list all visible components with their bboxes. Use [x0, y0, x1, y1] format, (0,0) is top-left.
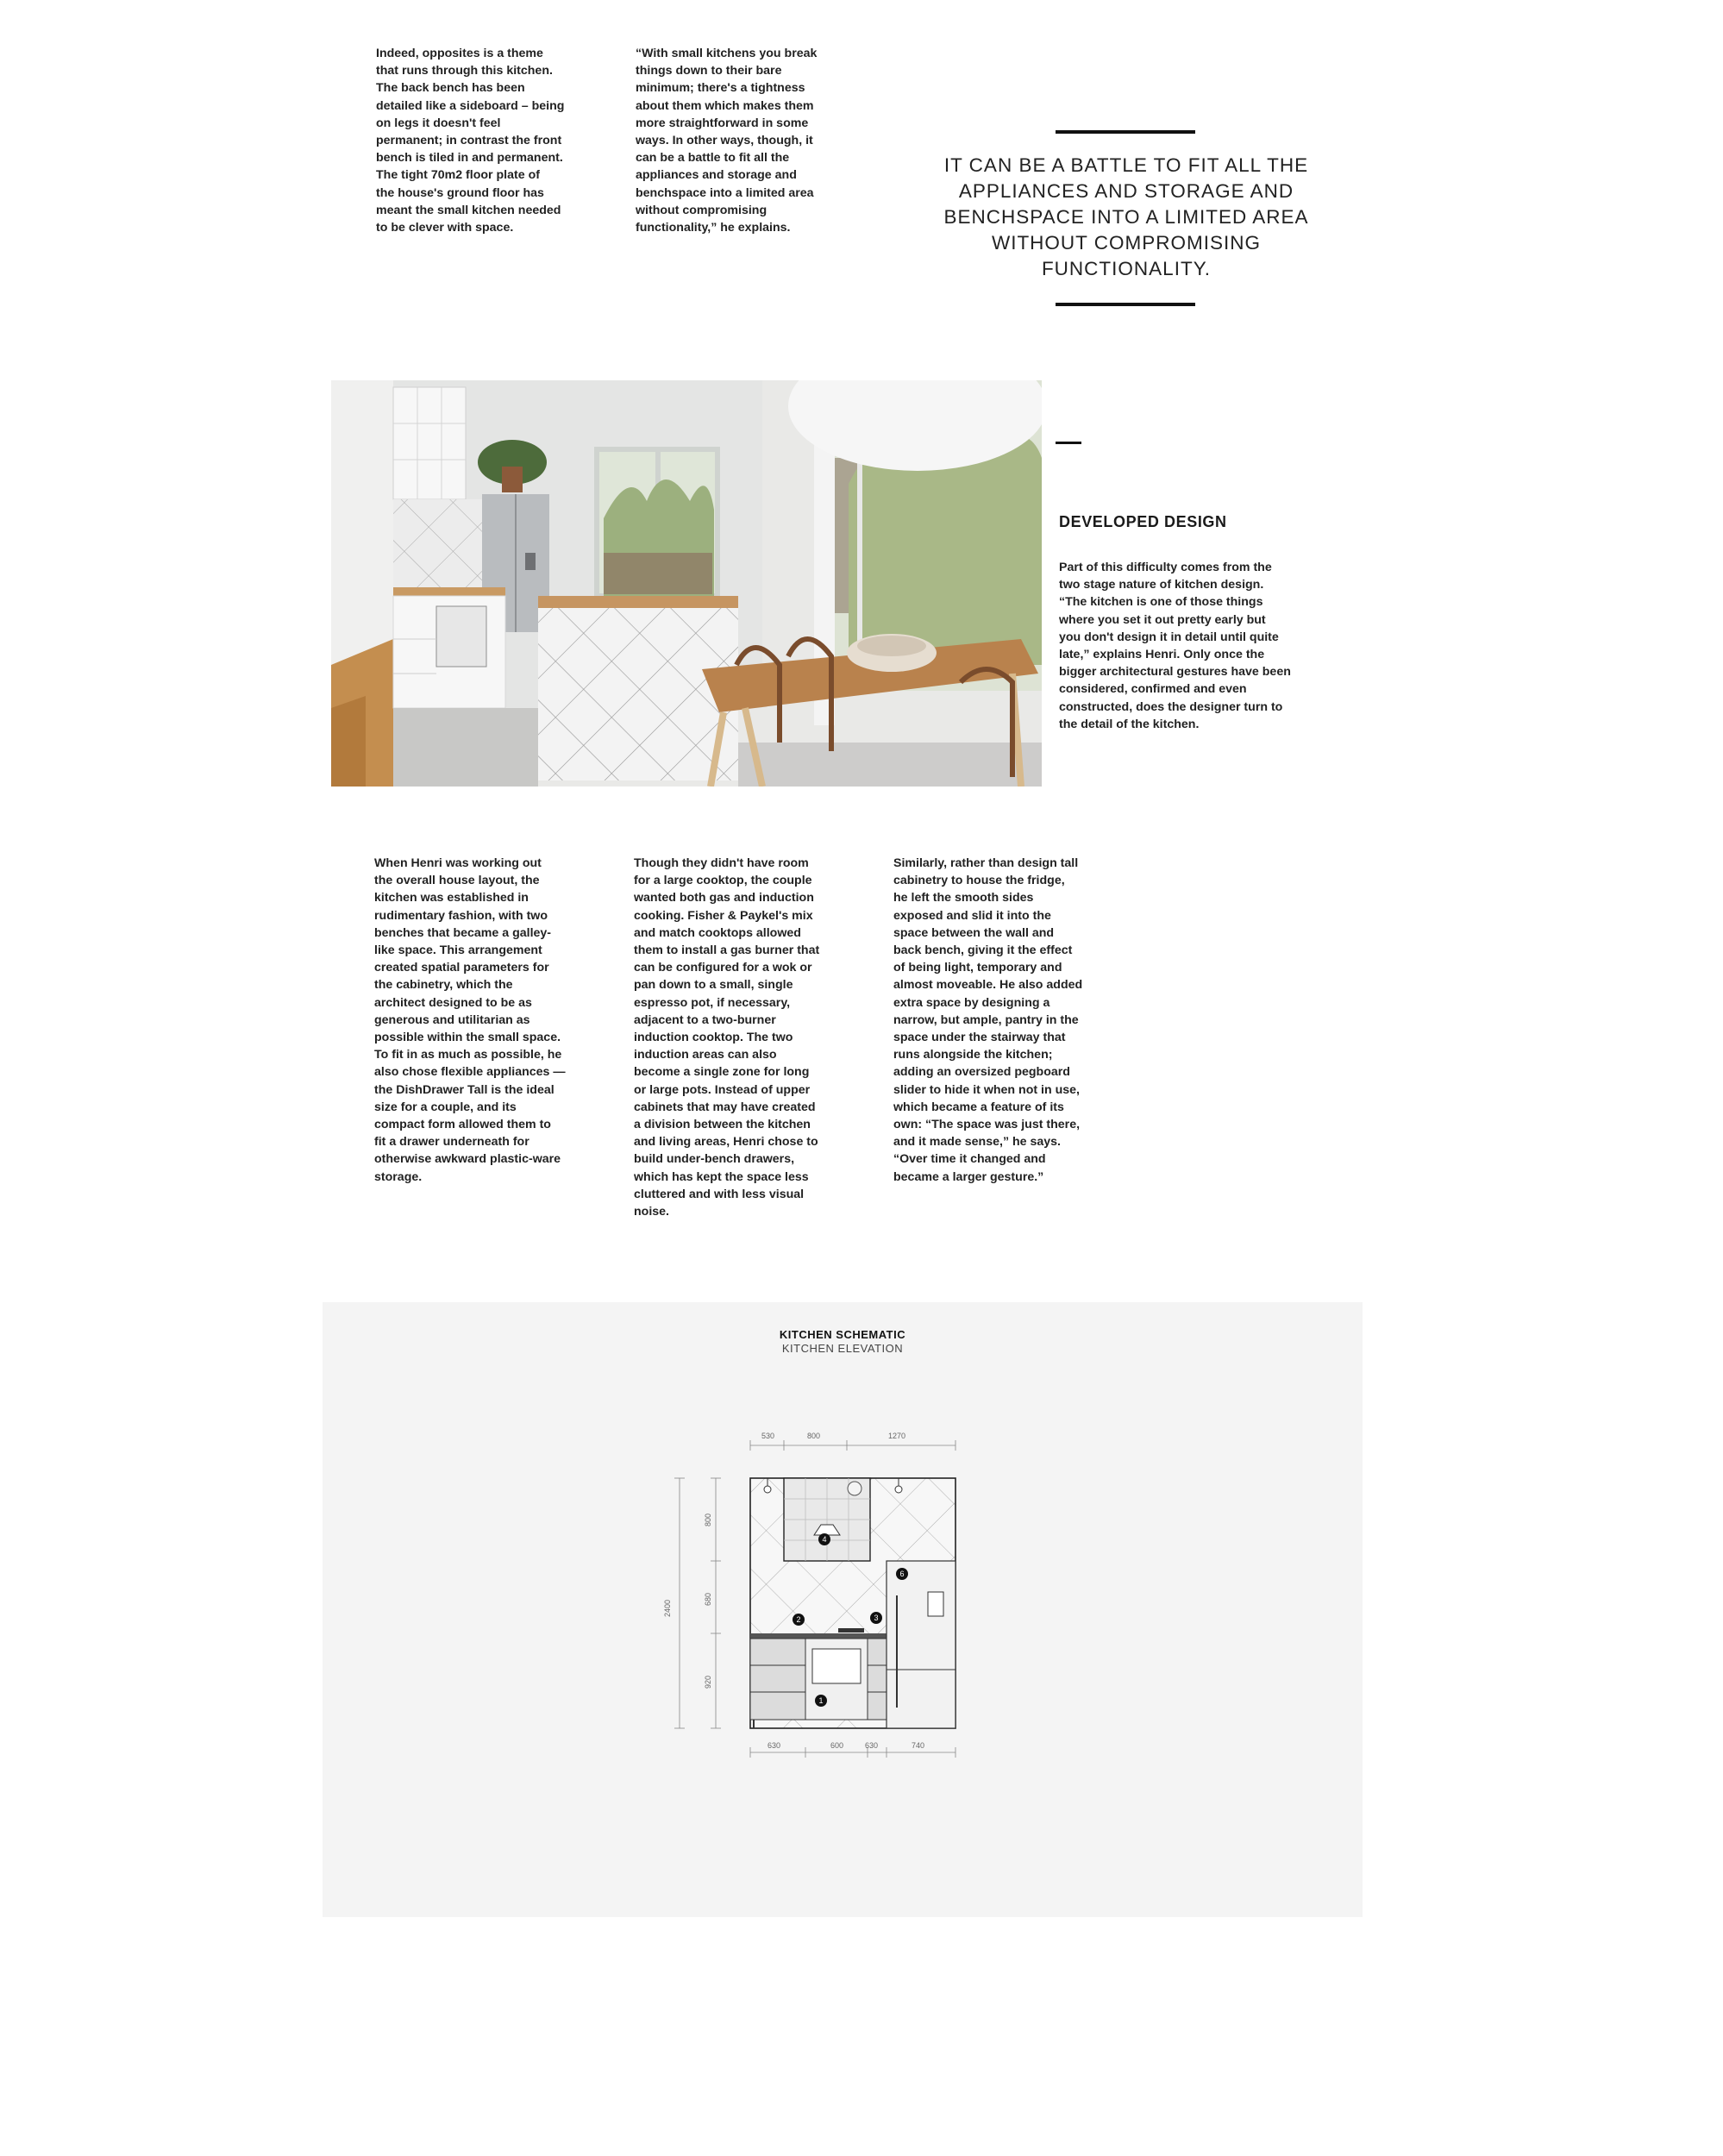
schematic-subtitle: KITCHEN ELEVATION — [781, 1342, 904, 1355]
svg-text:2: 2 — [796, 1615, 801, 1624]
marker-4-icon — [818, 1533, 830, 1545]
pull-quote-bottom-rule — [1056, 303, 1195, 306]
marker-2-icon — [793, 1614, 805, 1626]
svg-text:3: 3 — [874, 1614, 879, 1622]
left-dim-2: 680 — [704, 1592, 712, 1606]
left-dimensions — [674, 1478, 721, 1728]
left-dim-total: 2400 — [663, 1599, 672, 1617]
top-dim-1: 530 — [761, 1432, 775, 1440]
section-dash — [1056, 442, 1081, 444]
bottom-dimensions — [750, 1747, 955, 1758]
kitchen-schematic-panel — [323, 1302, 1363, 1917]
marker-1-icon — [815, 1695, 827, 1707]
pull-quote: IT CAN BE A BATTLE TO FIT ALL THE APPLIANCES AND STORAGE AND BENCHSPACE INTO A LIMITED AREA WITHOUT COMPROMISING FUNCTIONALITY. — [943, 154, 1309, 279]
body-column-3: Similarly, rather than design tall cabinetry to house the fridge, he left the smooth sides exposed and slid it into the space between the wall and back bench, giving it the effect of being light, temporary and almost moveable. He also added extra space by designing a narrow, but ample, pantry in the space under the stairway that runs alongside the kitchen; adding an oversized pegboard slider to hide it when not in use, which became a feature of its own: “The space was just there, and it made sense,” he says. “Over time it changed and became a larger gesture.” — [893, 856, 1083, 1184]
bottom-dim-3: 630 — [865, 1741, 879, 1750]
section-heading: DEVELOPED DESIGN — [1059, 513, 1227, 530]
kitchen-photo — [331, 380, 1042, 787]
intro-column-1: Indeed, opposites is a theme that runs through this kitchen. The back bench has been detailed like a sideboard – being on legs it doesn't feel permanent; in contrast the front bench is tiled in and permanent. The tight 70m2 floor plate of the house's ground floor has meant the small kitchen needed to be clever with space. — [376, 47, 565, 235]
kitchen-elevation-drawing — [659, 1423, 1021, 1777]
bottom-dim-4: 740 — [912, 1741, 925, 1750]
svg-text:4: 4 — [822, 1535, 827, 1544]
bottom-dim-2: 600 — [830, 1741, 844, 1750]
left-dim-1: 800 — [704, 1513, 712, 1526]
body-column-1: When Henri was working out the overall house layout, the kitchen was established in rudimentary fashion, with two benches that became a galley- like space. This arrangement created spatial parameters for the cabinetry, which the architect designed to be as generous and utilitarian as possible within the small space. To fit in as much as possible, he also chose flexible appliances — the DishDrawer Tall is the ideal size for a couple, and its compact form allowed them to fit a drawer underneath for otherwise awkward plastic-ware storage. — [374, 856, 566, 1184]
developed-design-body: Part of this difficulty comes from the two stage nature of kitchen design. “The kitchen is one of those things where you set it out pretty early but you don't design it in detail until quite late,” explains Henri. Only once the bigger architectural gestures have been considered, confirmed and even constructed, does the designer turn to the detail of the kitchen. — [1059, 561, 1291, 731]
schematic-title: KITCHEN SCHEMATIC — [779, 1328, 906, 1341]
marker-3-icon — [870, 1612, 882, 1624]
left-dim-3: 920 — [704, 1675, 712, 1689]
svg-text:1: 1 — [818, 1696, 824, 1705]
bottom-dim-1: 630 — [768, 1741, 781, 1750]
top-dim-2: 800 — [807, 1432, 821, 1440]
svg-text:6: 6 — [899, 1570, 905, 1578]
pull-quote-top-rule — [1056, 130, 1195, 134]
intro-column-2: “With small kitchens you break things down to their bare minimum; there's a tightness about them which makes them more straightforward in some ways. In other ways, though, it can be a battle to fit all the appliances and storage and benchspace into a limited area without compromising functionality,” he explains. — [636, 47, 818, 235]
top-dim-3: 1270 — [888, 1432, 906, 1440]
top-dimensions — [750, 1440, 955, 1451]
body-column-2: Though they didn't have room for a large cooktop, the couple wanted both gas and induction cooking. Fisher & Paykel's mix and match cooktops allowed them to install a gas burner that can be configured for a wok or pan down to a small, single espresso pot, if necessary, adjacent to a two-burner induction cooktop. The two induction areas can also become a single zone for long or large pots. Instead of upper cabinets that may have created a division between the kitchen and living areas, Henri chose to build under-bench drawers, which has kept the space less cluttered and with less visual noise. — [634, 856, 820, 1219]
marker-6-icon — [896, 1568, 908, 1580]
